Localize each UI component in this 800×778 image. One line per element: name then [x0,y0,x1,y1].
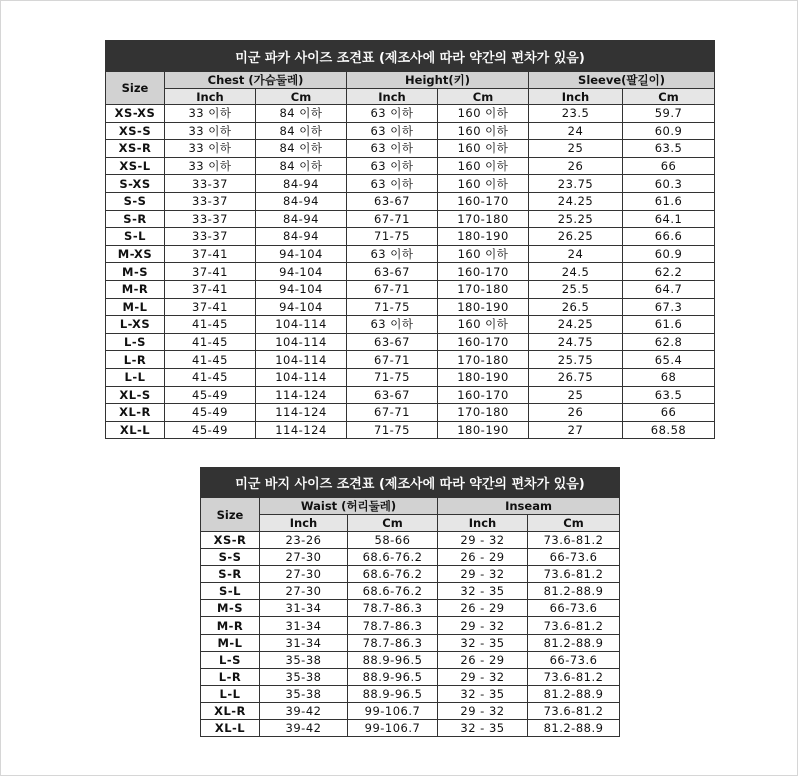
table-row [106,316,715,334]
table-cell: 67-71 [347,210,438,228]
pants-inseam-header: Inseam [438,498,620,515]
table-row [201,634,620,651]
table-cell: 73.6-81.2 [528,566,620,583]
size-cell: XS-R [106,140,165,158]
table-cell: 61.6 [623,192,715,210]
table-cell: 33 이하 [165,157,256,175]
table-cell: 84 이하 [256,140,347,158]
size-cell: M-S [106,263,165,281]
parka-unit-header: Cm [438,89,529,105]
table-cell: 180-190 [438,421,529,439]
table-cell: 27-30 [260,583,348,600]
table-cell: 160 이하 [438,105,529,123]
size-cell: XS-XS [106,105,165,123]
pants-size-table [200,467,620,737]
table-cell: 81.2-88.9 [528,634,620,651]
table-cell: 41-45 [165,333,256,351]
table-cell: 29 - 32 [438,668,528,685]
table-row [106,368,715,386]
table-cell: 63.5 [623,140,715,158]
table-cell: 29 - 32 [438,532,528,549]
pants-table-body [201,532,620,737]
table-row [106,245,715,263]
table-row [201,583,620,600]
table-row [201,668,620,685]
table-cell: 35-38 [260,651,348,668]
table-cell: 104-114 [256,333,347,351]
table-cell: 26 [529,157,623,175]
table-cell: 26 - 29 [438,549,528,566]
table-cell: 60.9 [623,245,715,263]
table-cell: 33 이하 [165,140,256,158]
table-cell: 114-124 [256,421,347,439]
table-cell: 104-114 [256,351,347,369]
table-cell: 66-73.6 [528,651,620,668]
table-cell: 31-34 [260,634,348,651]
size-cell: S-L [201,583,260,600]
table-cell: 24 [529,122,623,140]
table-cell: 65.4 [623,351,715,369]
size-cell: S-R [201,566,260,583]
pants-table-title: 미군 바지 사이즈 조견표 (제조사에 따라 약간의 편차가 있음) [201,468,620,498]
parka-size-header: Size [106,72,165,105]
table-cell: 60.3 [623,175,715,193]
table-cell: 24.5 [529,263,623,281]
table-row [201,549,620,566]
pants-size-header: Size [201,498,260,532]
table-cell: 67.3 [623,298,715,316]
size-cell: M-XS [106,245,165,263]
table-cell: 29 - 32 [438,566,528,583]
table-cell: 24.75 [529,333,623,351]
table-row [201,617,620,634]
table-row [106,386,715,404]
table-cell: 63-67 [347,386,438,404]
parka-unit-header: Cm [623,89,715,105]
table-row [106,140,715,158]
table-cell: 25 [529,386,623,404]
parka-chest-header: Chest (가슴둘레) [165,72,347,89]
parka-unit-header: Inch [165,89,256,105]
table-cell: 160 이하 [438,316,529,334]
table-cell: 63-67 [347,263,438,281]
table-cell: 26.75 [529,368,623,386]
table-row [201,600,620,617]
table-cell: 73.6-81.2 [528,617,620,634]
table-cell: 37-41 [165,245,256,263]
table-row [106,298,715,316]
table-cell: 26 [529,404,623,422]
table-cell: 26 - 29 [438,600,528,617]
table-row [201,566,620,583]
size-cell: XS-S [106,122,165,140]
table-cell: 62.8 [623,333,715,351]
table-cell: 35-38 [260,668,348,685]
size-cell: S-S [201,549,260,566]
table-cell: 104-114 [256,368,347,386]
table-cell: 64.1 [623,210,715,228]
table-cell: 160 이하 [438,122,529,140]
size-cell: XL-R [106,404,165,422]
size-cell: XL-L [106,421,165,439]
table-row [201,532,620,549]
table-cell: 41-45 [165,351,256,369]
table-cell: 45-49 [165,386,256,404]
table-cell: 66 [623,404,715,422]
table-cell: 73.6-81.2 [528,532,620,549]
table-cell: 32 - 35 [438,685,528,702]
table-cell: 62.2 [623,263,715,281]
table-cell: 45-49 [165,421,256,439]
pants-unit-header: Inch [260,515,348,532]
size-cell: S-S [106,192,165,210]
parka-sleeve-header: Sleeve(팔길이) [529,72,715,89]
table-cell: 66-73.6 [528,549,620,566]
table-cell: 180-190 [438,368,529,386]
size-cell: XL-L [201,720,260,737]
table-cell: 25.75 [529,351,623,369]
table-cell: 26.5 [529,298,623,316]
table-cell: 114-124 [256,404,347,422]
pants-unit-header: Inch [438,515,528,532]
size-cell: M-L [106,298,165,316]
table-cell: 88.9-96.5 [348,685,438,702]
table-cell: 68.58 [623,421,715,439]
size-cell: M-S [201,600,260,617]
table-cell: 84-94 [256,228,347,246]
table-cell: 180-190 [438,298,529,316]
table-cell: 160-170 [438,386,529,404]
table-cell: 63 이하 [347,122,438,140]
table-cell: 68 [623,368,715,386]
size-cell: XL-R [201,702,260,719]
table-cell: 68.6-76.2 [348,549,438,566]
table-row [106,351,715,369]
table-cell: 27-30 [260,549,348,566]
table-cell: 66 [623,157,715,175]
table-cell: 81.2-88.9 [528,583,620,600]
table-cell: 23.75 [529,175,623,193]
table-cell: 68.6-76.2 [348,583,438,600]
table-row [106,333,715,351]
table-cell: 26.25 [529,228,623,246]
size-cell: XS-R [201,532,260,549]
table-row [106,228,715,246]
table-cell: 33 이하 [165,122,256,140]
table-row [106,421,715,439]
parka-size-table [105,40,715,439]
table-cell: 23-26 [260,532,348,549]
table-cell: 32 - 35 [438,634,528,651]
table-cell: 160 이하 [438,175,529,193]
table-cell: 37-41 [165,298,256,316]
table-cell: 27-30 [260,566,348,583]
table-cell: 24.25 [529,192,623,210]
table-cell: 63 이하 [347,175,438,193]
table-cell: 24.25 [529,316,623,334]
table-cell: 170-180 [438,404,529,422]
table-cell: 35-38 [260,685,348,702]
table-cell: 63-67 [347,192,438,210]
table-cell: 25.25 [529,210,623,228]
pants-waist-header: Waist (허리둘레) [260,498,438,515]
table-cell: 63 이하 [347,140,438,158]
table-cell: 60.9 [623,122,715,140]
size-cell: L-L [106,368,165,386]
size-cell: XL-S [106,386,165,404]
table-cell: 33-37 [165,192,256,210]
table-cell: 31-34 [260,600,348,617]
table-cell: 33-37 [165,175,256,193]
size-cell: L-R [201,668,260,685]
parka-unit-header: Inch [529,89,623,105]
table-cell: 67-71 [347,351,438,369]
table-cell: 67-71 [347,280,438,298]
table-cell: 41-45 [165,368,256,386]
table-cell: 160-170 [438,333,529,351]
table-cell: 66.6 [623,228,715,246]
table-cell: 170-180 [438,280,529,298]
table-cell: 59.7 [623,105,715,123]
table-cell: 68.6-76.2 [348,566,438,583]
table-cell: 66-73.6 [528,600,620,617]
size-cell: S-L [106,228,165,246]
table-cell: 39-42 [260,702,348,719]
table-cell: 94-104 [256,263,347,281]
table-cell: 33-37 [165,228,256,246]
table-cell: 39-42 [260,720,348,737]
table-cell: 63-67 [347,333,438,351]
table-cell: 23.5 [529,105,623,123]
pants-unit-header: Cm [528,515,620,532]
table-row [106,122,715,140]
table-cell: 63.5 [623,386,715,404]
table-cell: 32 - 35 [438,583,528,600]
table-cell: 71-75 [347,228,438,246]
table-cell: 64.7 [623,280,715,298]
size-cell: L-S [106,333,165,351]
table-cell: 94-104 [256,280,347,298]
parka-unit-header: Inch [347,89,438,105]
table-cell: 63 이하 [347,105,438,123]
table-row [106,263,715,281]
table-cell: 31-34 [260,617,348,634]
table-cell: 160 이하 [438,245,529,263]
table-cell: 160 이하 [438,140,529,158]
size-cell: L-L [201,685,260,702]
table-cell: 25 [529,140,623,158]
table-cell: 78.7-86.3 [348,600,438,617]
table-cell: 63 이하 [347,316,438,334]
table-cell: 104-114 [256,316,347,334]
table-row [106,105,715,123]
table-cell: 63 이하 [347,157,438,175]
size-cell: M-R [106,280,165,298]
table-cell: 27 [529,421,623,439]
table-cell: 160-170 [438,192,529,210]
table-cell: 170-180 [438,351,529,369]
table-cell: 84 이하 [256,157,347,175]
table-cell: 99-106.7 [348,720,438,737]
table-cell: 78.7-86.3 [348,617,438,634]
table-row [106,280,715,298]
parka-unit-header: Cm [256,89,347,105]
table-cell: 73.6-81.2 [528,668,620,685]
table-cell: 41-45 [165,316,256,334]
table-row [106,157,715,175]
parka-table-title: 미군 파카 사이즈 조견표 (제조사에 따라 약간의 편차가 있음) [106,41,715,72]
table-cell: 29 - 32 [438,617,528,634]
table-cell: 61.6 [623,316,715,334]
table-cell: 67-71 [347,404,438,422]
table-cell: 29 - 32 [438,702,528,719]
table-cell: 180-190 [438,228,529,246]
size-cell: S-R [106,210,165,228]
size-cell: S-XS [106,175,165,193]
table-row [201,651,620,668]
table-cell: 99-106.7 [348,702,438,719]
table-cell: 114-124 [256,386,347,404]
table-cell: 88.9-96.5 [348,668,438,685]
table-row [106,404,715,422]
table-cell: 84 이하 [256,122,347,140]
table-cell: 71-75 [347,421,438,439]
size-cell: L-XS [106,316,165,334]
table-row [106,210,715,228]
table-cell: 94-104 [256,298,347,316]
table-cell: 63 이하 [347,245,438,263]
table-cell: 25.5 [529,280,623,298]
table-cell: 71-75 [347,368,438,386]
table-cell: 94-104 [256,245,347,263]
parka-height-header: Height(키) [347,72,529,89]
table-cell: 84-94 [256,210,347,228]
table-cell: 26 - 29 [438,651,528,668]
size-cell: M-R [201,617,260,634]
table-cell: 84 이하 [256,105,347,123]
table-cell: 78.7-86.3 [348,634,438,651]
table-cell: 81.2-88.9 [528,720,620,737]
table-row [106,175,715,193]
table-cell: 37-41 [165,280,256,298]
table-cell: 81.2-88.9 [528,685,620,702]
table-cell: 32 - 35 [438,720,528,737]
table-cell: 58-66 [348,532,438,549]
table-cell: 73.6-81.2 [528,702,620,719]
size-cell: XS-L [106,157,165,175]
table-row [201,685,620,702]
table-cell: 33 이하 [165,105,256,123]
table-row [201,720,620,737]
table-cell: 84-94 [256,175,347,193]
table-cell: 33-37 [165,210,256,228]
table-cell: 160-170 [438,263,529,281]
table-cell: 84-94 [256,192,347,210]
table-cell: 45-49 [165,404,256,422]
size-cell: L-R [106,351,165,369]
parka-table-body [106,105,715,439]
size-cell: M-L [201,634,260,651]
table-cell: 160 이하 [438,157,529,175]
pants-unit-header: Cm [348,515,438,532]
table-cell: 170-180 [438,210,529,228]
table-cell: 24 [529,245,623,263]
size-cell: L-S [201,651,260,668]
table-row [106,192,715,210]
table-cell: 37-41 [165,263,256,281]
table-cell: 88.9-96.5 [348,651,438,668]
table-row [201,702,620,719]
table-cell: 71-75 [347,298,438,316]
